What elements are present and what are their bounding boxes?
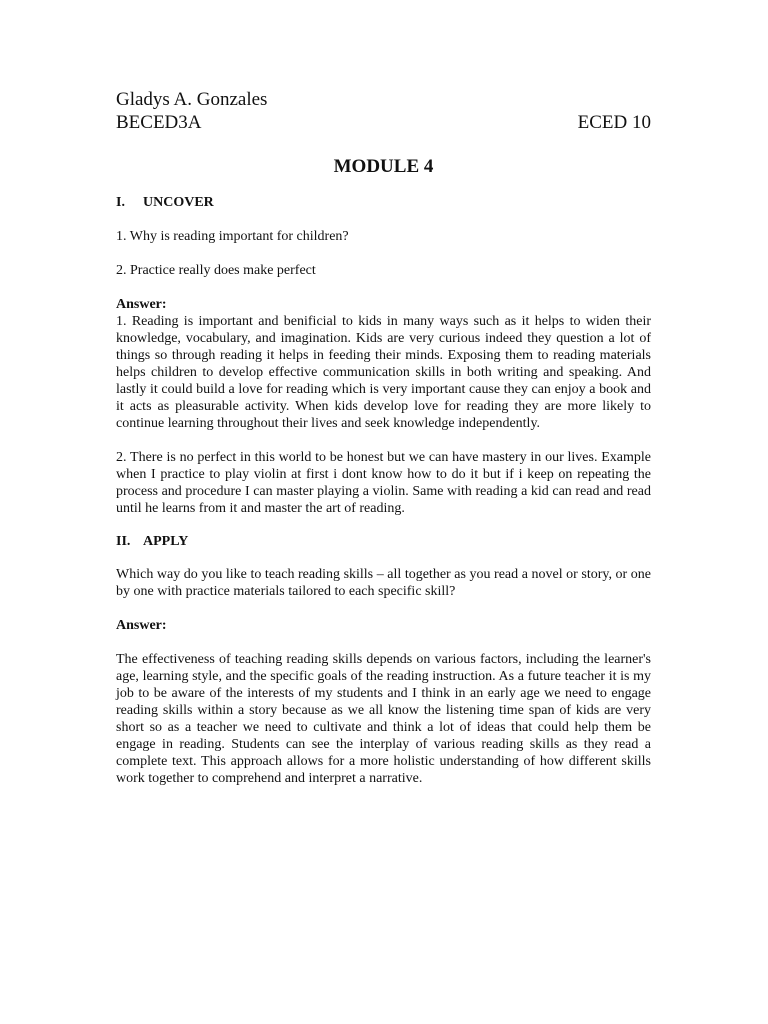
section-number: I. — [116, 195, 125, 210]
answer-2: 2. There is no perfect in this world to be honest but we can have mastery in our lives. Example when I practice to play violin at first i dont know how to do it but if i keep on repeating the process and procedure I can master playing a violin. Same with reading a kid can read and read until he learns from it and master the art of reading. — [116, 450, 651, 516]
section-heading-uncover — [116, 194, 651, 211]
question-2: 2. Practice really does make perfect — [116, 263, 316, 278]
header-row — [116, 111, 651, 134]
page-title: MODULE 4 — [333, 156, 434, 177]
section-number: II. — [116, 534, 131, 549]
course-code: ECED 10 — [577, 112, 651, 133]
student-section: BECED3A — [116, 112, 202, 133]
document-page — [116, 88, 651, 787]
student-name: Gladys A. Gonzales — [116, 89, 268, 110]
answer-label: Answer: — [116, 618, 167, 633]
apply-answer: The effectiveness of teaching reading skills depends on various factors, including the learner's age, learning style, and the specific goals of the reading instruction. As a future teacher it is my job to be aware of the interests of my students and I think in an early age we need to engage reading skills within a story because as we all know the listening time span of kids are very short so as a teacher we need to cultivate and think a lot of ideas that could help them be engage in reading. Students can see the interplay of various reading skills as they read a complete text. This approach allows for a more holistic understanding of how different skills work together to comprehend and interpret a narrative. — [116, 652, 651, 786]
question-1: 1. Why is reading important for children? — [116, 229, 349, 244]
answer-1: 1. Reading is important and benificial to kids in many ways such as it helps to widen their knowledge, vocabulary, and imagination. Kids are very curious indeed they question a lot of things so through reading it helps in feeding their minds. Exposing them to reading materials helps children to develop effective communication skills in both writing and speaking. And lastly it could build a love for reading which is very important cause they can enjoy a book and it acts as pleasurable activity. When kids develop love for reading they are more likely to continue learning throughout their lives and seek knowledge independently. — [116, 314, 651, 431]
section-title: APPLY — [143, 534, 189, 549]
answer-label: Answer: — [116, 297, 167, 312]
section-title: UNCOVER — [143, 195, 214, 210]
section-heading-apply — [116, 533, 651, 550]
apply-question: Which way do you like to teach reading skills – all together as you read a novel or story, or one by one with practice materials tailored to each specific skill? — [116, 567, 651, 599]
